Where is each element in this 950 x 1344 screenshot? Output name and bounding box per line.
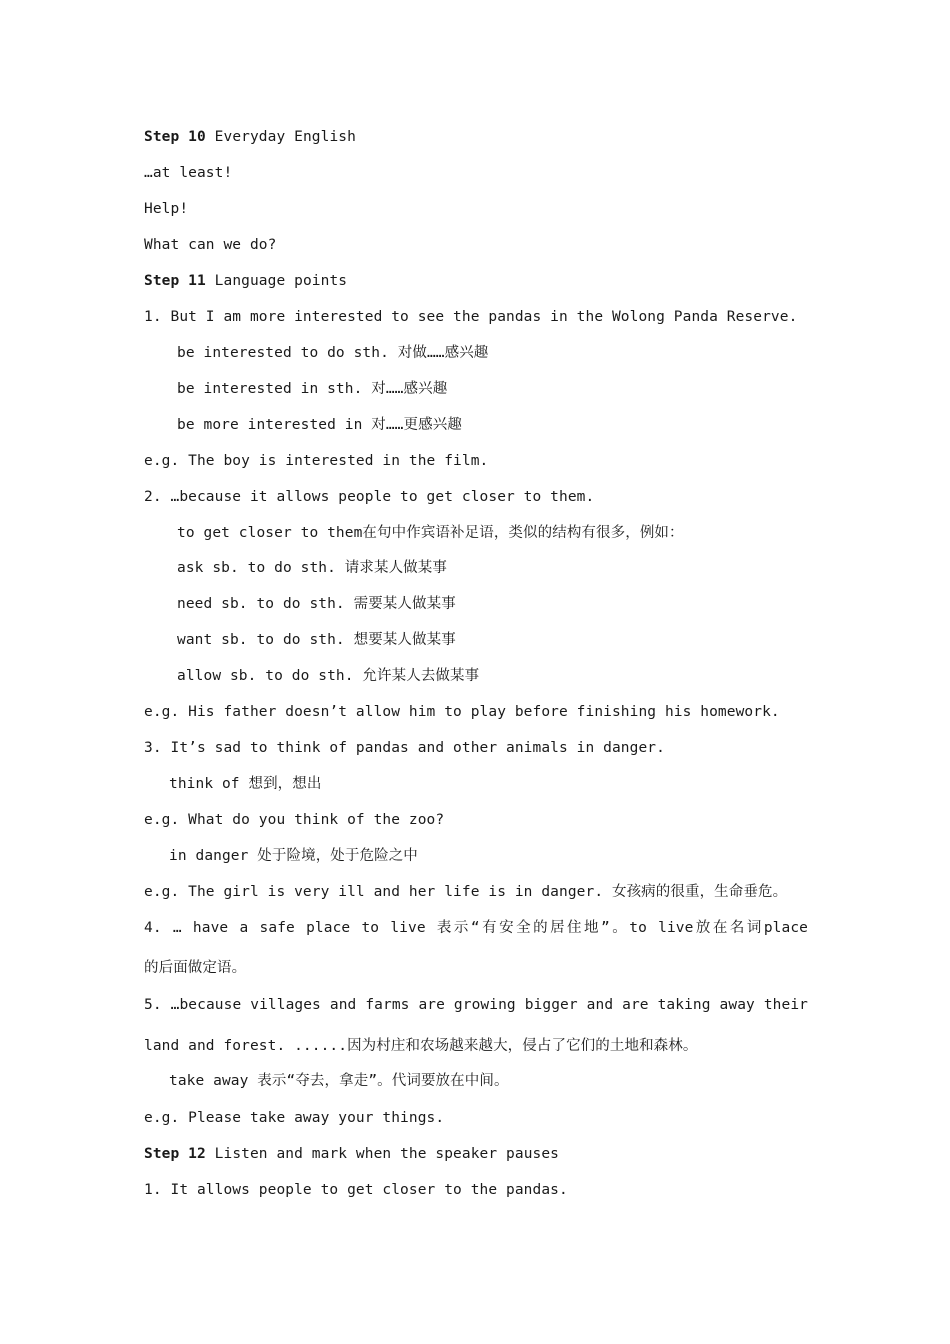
step12-heading (144, 1144, 559, 1164)
point1-sub-3: be more interested in 对……更感兴趣 (177, 417, 462, 433)
step10-label: Step 10 (144, 129, 206, 145)
point1-sub-2: be interested in sth. 对……感兴趣 (177, 381, 448, 397)
point2-sub-1: to get closer to them在句中作宾语补足语，类似的结构有很多，例如： (177, 525, 684, 541)
point5-sub: take away 表示“夺去，拿走”。代词要放在中间。 (169, 1073, 509, 1089)
point3-example-2: e.g. The girl is very ill and her life is in danger. 女孩病的很重，生命垂危。 (144, 884, 788, 900)
point5-line-2: land and forest. ......因为村庄和农场越来越大，侵占了它们的土地和森林。 (144, 1038, 698, 1054)
point1-example: e.g. The boy is interested in the film. (144, 453, 489, 469)
point4-line-2: 的后面做定语。 (144, 960, 247, 976)
point4-line-1: 4. … have a safe place to live 表示“有安全的居住地”。to live放在名词place (144, 920, 808, 936)
step10-phrase-2: Help! (144, 201, 189, 217)
point3-sentence: 3. It’s sad to think of pandas and other animals in danger. (144, 740, 665, 756)
step10-heading (144, 127, 356, 147)
point3-example-1: e.g. What do you think of the zoo? (144, 812, 445, 828)
point5-line-1: 5. …because villages and farms are growing bigger and are taking away their (144, 997, 808, 1013)
point2-sub-4: want sb. to do sth. 想要某人做某事 (177, 632, 456, 648)
step12-item-1: 1. It allows people to get closer to the pandas. (144, 1182, 568, 1198)
point1-sub-1: be interested to do sth. 对做……感兴趣 (177, 345, 489, 361)
point3-sub-2: in danger 处于险境，处于危险之中 (169, 848, 418, 864)
step10-title: Everyday English (214, 129, 356, 145)
step12-title: Listen and mark when the speaker pauses (214, 1146, 560, 1162)
point5-example: e.g. Please take away your things. (144, 1110, 445, 1126)
point2-example: e.g. His father doesn’t allow him to play before finishing his homework. (144, 704, 780, 720)
step11-label: Step 11 (144, 273, 206, 289)
step10-phrase-1: …at least! (144, 165, 233, 181)
step11-title: Language points (214, 273, 348, 289)
step11-heading (144, 271, 347, 291)
point2-sub-5: allow sb. to do sth. 允许某人去做某事 (177, 668, 480, 684)
point2-sub-2: ask sb. to do sth. 请求某人做某事 (177, 560, 447, 576)
point2-sub-3: need sb. to do sth. 需要某人做某事 (177, 596, 456, 612)
point2-sentence: 2. …because it allows people to get closer to them. (144, 489, 595, 505)
step10-phrase-3: What can we do? (144, 237, 277, 253)
step12-label: Step 12 (144, 1146, 206, 1162)
point1-sentence: 1. But I am more interested to see the pandas in the Wolong Panda Reserve. (144, 309, 798, 325)
point3-sub-1: think of 想到，想出 (169, 776, 322, 792)
